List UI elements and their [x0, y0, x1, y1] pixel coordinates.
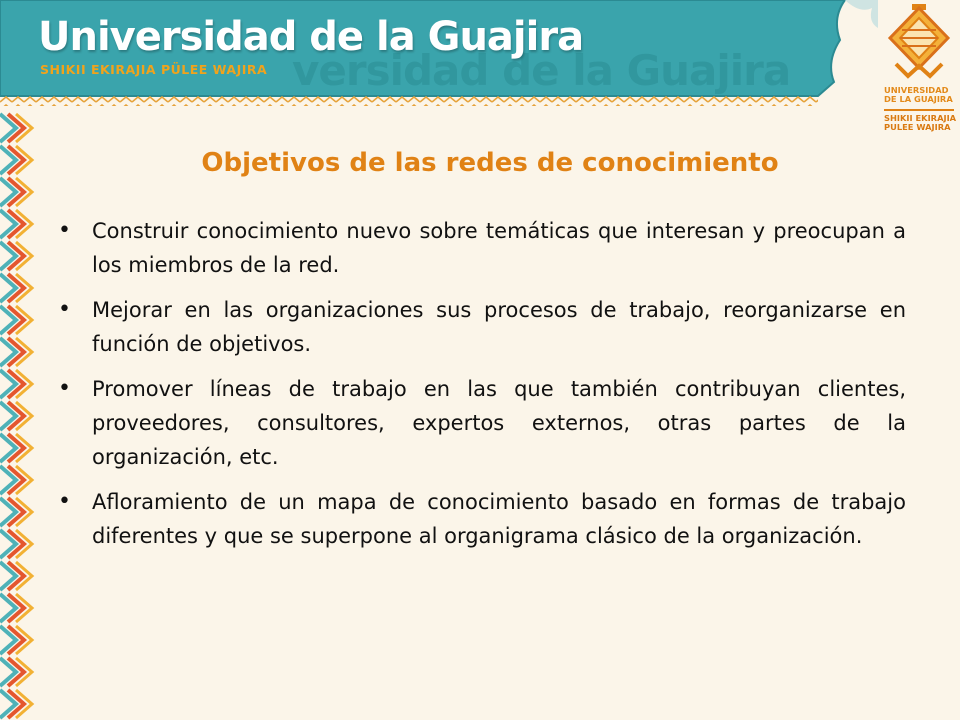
- logo-name: UNIVERSIDAD DE LA GUAJIRA: [884, 85, 953, 104]
- list-item: [56, 485, 906, 553]
- bullet-text: Afloramiento de un mapa de conocimiento basado en formas de trabajo diferentes y que se superpone al organigrama clásico de la organización.: [92, 490, 906, 548]
- objectives-list: [56, 214, 906, 564]
- university-name: Universidad de la Guajira: [38, 14, 584, 60]
- list-item: [56, 293, 906, 361]
- bullet-icon: •: [58, 297, 71, 322]
- bullet-icon: •: [58, 376, 71, 401]
- banner-ghost-text: versidad de la Guajira: [292, 46, 791, 95]
- bullet-icon: •: [58, 489, 71, 514]
- bullet-text: Promover líneas de trabajo en las que también contribuyan clientes, proveedores, consultores, expertos externos, otras partes de la organización, etc.: [92, 377, 906, 469]
- list-item: [56, 214, 906, 282]
- bullet-text: Mejorar en las organizaciones sus procesos de trabajo, reorganizarse en función de objetivos.: [92, 298, 906, 356]
- university-motto: SHIKII EKIRAJIA PÜLEE WAJIRA: [40, 62, 268, 77]
- bullet-icon: •: [58, 218, 71, 243]
- bullet-text: Construir conocimiento nuevo sobre temáticas que interesan y preocupan a los miembros de la red.: [92, 219, 906, 277]
- list-item: [56, 372, 906, 474]
- slide-title: Objetivos de las redes de conocimiento: [201, 148, 779, 178]
- decorative-left-border: [0, 112, 40, 720]
- header-banner: [0, 0, 960, 112]
- logo-motto: SHIKII EKIRAJIA PULEE WAJIRA: [884, 113, 957, 132]
